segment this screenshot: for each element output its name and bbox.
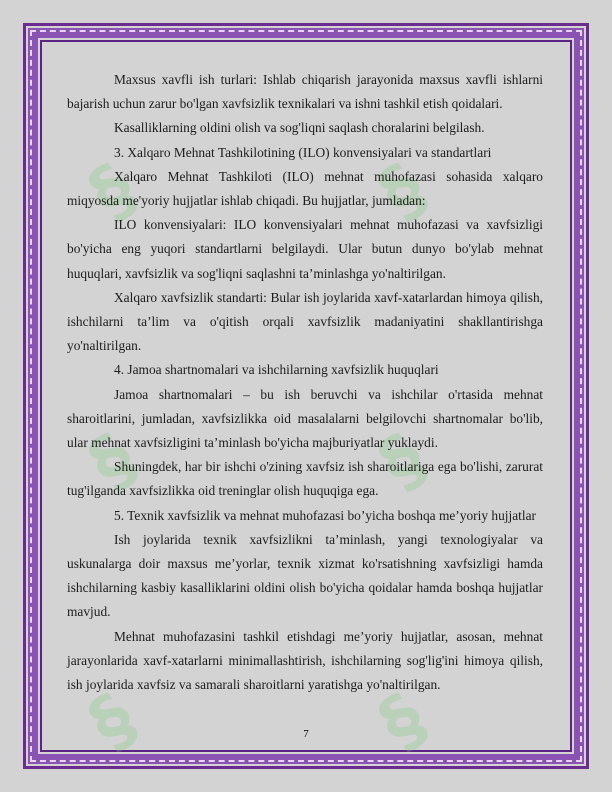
watermark-logo-icon: § <box>364 677 441 765</box>
paragraph: Kasalliklarning oldini olish va sog'liqni saqlash choralarini belgilash. <box>114 120 485 136</box>
watermark-logo-icon: § <box>74 417 151 505</box>
paragraph: Shuningdek, har bir ishchi o'zining xavfsiz ish sharoitlariga ega bo'lishi, zarurat tug'ilganda xavfsizlikka oid treninglar olish huquqiga ega. <box>67 459 543 499</box>
watermark-logo-icon: § <box>74 147 151 235</box>
paragraph: Ish joylarida texnik xavfsizlikni ta’minlash, yangi texnologiyalar va uskunalarga doir maxsus me’yorlar, texnik xizmat ko'rsatishning xavfsizligi hamda ishchilarning kasbiy kasalliklarini oldini olish bo'yicha qoidalar hamda boshqa hujjatlar mavjud. <box>67 531 543 620</box>
paragraph: Jamoa shartnomalari – bu ish beruvchi va ishchilar o'rtasida mehnat sharoitlarini, jumladan, xavfsizlikka oid masalalarni belgilovchi shartnomalar bo'lib, ular mehnat xavfsizligini ta’minlash bo'yicha majburiyatlar yuklaydi. <box>67 386 543 451</box>
watermark-logo-icon: § <box>364 417 441 505</box>
paragraph: ILO konvensiyalari: ILO konvensiyalari mehnat muhofazasi va xavfsizligi bo'yicha eng yuqori standartlarni belgilaydi. Ular butun dunyo bo'ylab mehnat huquqlari, xavfsizlik va sog'liqni saqlashni ta’minlashga yo'naltirilgan. <box>67 217 543 281</box>
paragraph: Xalqaro Mehnat Tashkiloti (ILO) mehnat muhofazasi sohasida xalqaro miqyosda me'yoriy hujjatlar ishlab chiqadi. Bu hujjatlar, jumladan: <box>67 168 543 209</box>
paragraph: Xalqaro xavfsizlik standarti: Bular ish joylarida xavf-xatarlardan himoya qilish, ishchilarni ta’lim va o'qitish orqali xavfsizlik madaniyatini shakllantirishga yo'naltirilgan. <box>67 289 543 354</box>
paragraph: Mehnat muhofazasini tashkil etishdagi me’yoriy hujjatlar, asosan, mehnat jarayonlarida xavf-xatarlarni minimallashtirish, ishchilarning sog'lig'ini himoya qilish, ish joylarida xavfsiz va samarali sharoitlarni yaratishga yo'naltirilgan. <box>67 628 543 693</box>
section-heading: 3. Xalqaro Mehnat Tashkilotining (ILO) konvensiyalari va standartlari <box>114 144 492 160</box>
page-number: 7 <box>303 728 309 740</box>
document-body <box>67 68 543 697</box>
paragraph: Maxsus xavfli ish turlari: Ishlab chiqarish jarayonida maxsus xavfli ishlarni bajarish uchun zarur bo'lgan xavfsizlik texnikalari va ishni tashkil etish qoidalari. <box>67 72 543 112</box>
watermark-logo-icon: § <box>364 147 441 235</box>
watermark-logo-icon: § <box>74 677 151 765</box>
section-heading: 4. Jamoa shartnomalari va ishchilarning xavfsizlik huquqlari <box>114 362 439 378</box>
section-heading: 5. Texnik xavfsizlik va mehnat muhofazasi bo’yicha boshqa me’yoriy hujjatlar <box>114 507 536 523</box>
